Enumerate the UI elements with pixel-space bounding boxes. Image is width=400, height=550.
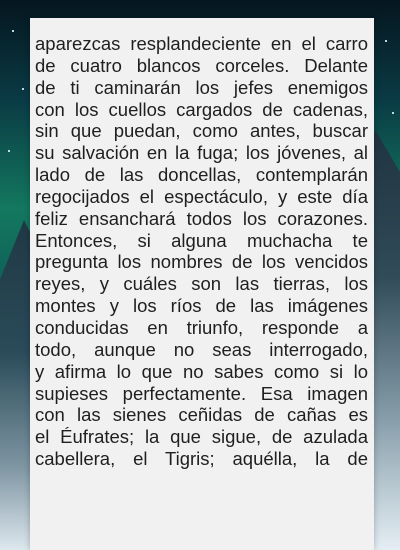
text-line: aparezcas resplandeciente en el carro bbox=[35, 33, 368, 54]
text-line: todo, aunque no seas interrogado, bbox=[35, 338, 368, 360]
text-line: pregunta los nombres de los vencidos bbox=[35, 251, 368, 273]
text-line: montes y los ríos de las imágenes bbox=[35, 295, 368, 317]
star bbox=[12, 30, 14, 32]
text-line: cabellera, el Tigris; aquélla, la de bbox=[35, 448, 368, 470]
text-line: y afirma lo que no sabes como si lo bbox=[35, 360, 368, 382]
reading-page[interactable] bbox=[30, 18, 374, 550]
text-line: sin que puedan, como antes, buscar bbox=[35, 120, 368, 142]
text-line: con los cuellos cargados de cadenas, bbox=[35, 98, 368, 120]
page-text bbox=[35, 33, 368, 470]
text-line: Entonces, si alguna muchacha te bbox=[35, 229, 368, 251]
text-line: supieses perfectamente. Esa imagen bbox=[35, 382, 368, 404]
text-line: reyes, y cuáles son las tierras, los bbox=[35, 273, 368, 295]
text-line: conducidas en triunfo, responde a bbox=[35, 316, 368, 338]
text-line: lado de las doncellas, contemplarán bbox=[35, 164, 368, 186]
text-line: su salvación en la fuga; los jóvenes, al bbox=[35, 142, 368, 164]
text-line: de ti caminarán los jefes enemigos bbox=[35, 76, 368, 98]
text-line: regocijados el espectáculo, y este día bbox=[35, 185, 368, 207]
star bbox=[22, 88, 24, 90]
text-line: feliz ensanchará todos los corazones. bbox=[35, 207, 368, 229]
text-line: de cuatro blancos corceles. Delante bbox=[35, 54, 368, 76]
text-line: el Éufrates; la que sigue, de azulada bbox=[35, 426, 368, 448]
star bbox=[392, 112, 394, 114]
star bbox=[8, 150, 10, 152]
star bbox=[385, 40, 387, 42]
text-line: con las sienes ceñidas de cañas es bbox=[35, 404, 368, 426]
